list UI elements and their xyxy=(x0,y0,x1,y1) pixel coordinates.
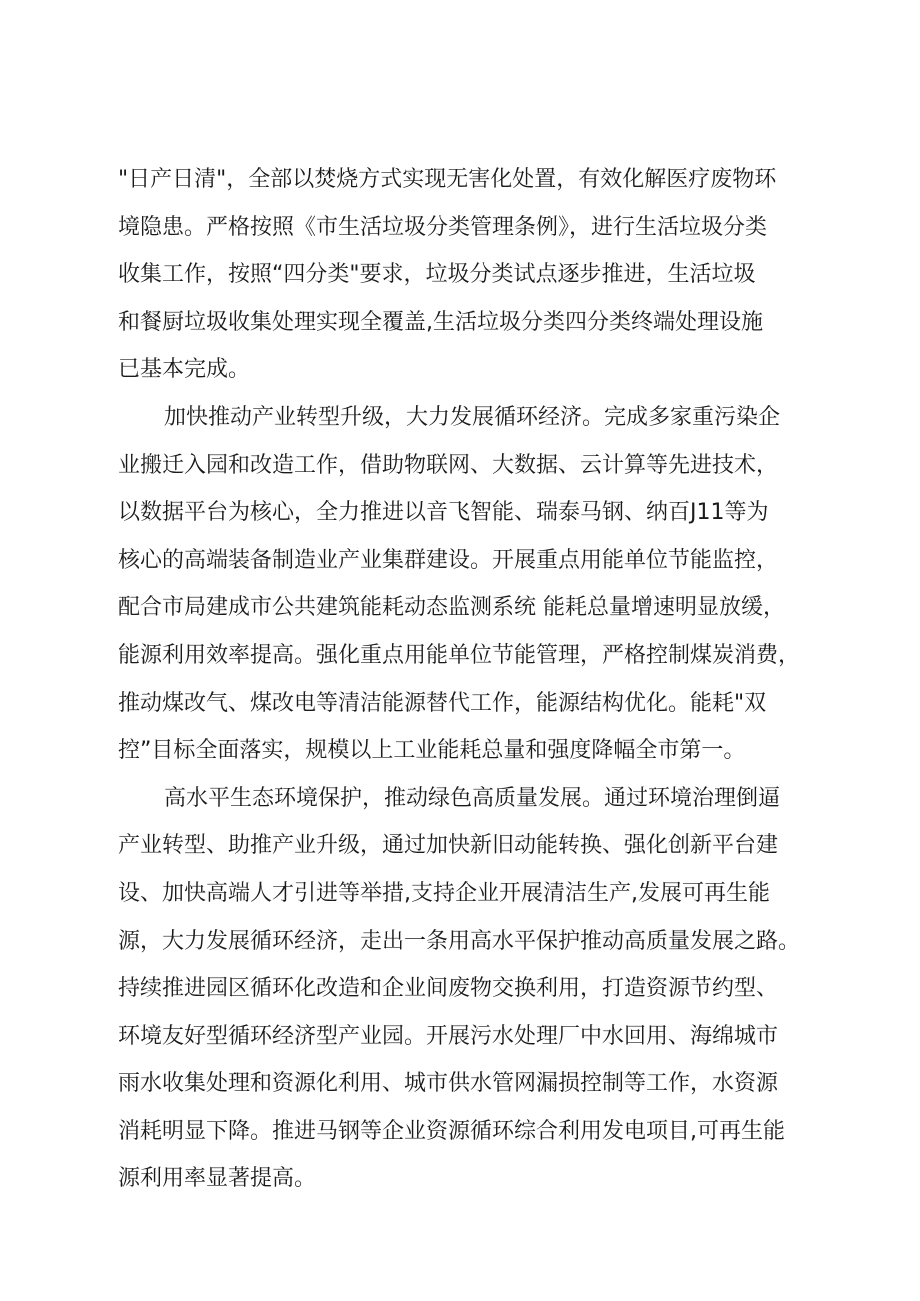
text-line: 推动煤改气、煤改电等清洁能源替代工作，能源结构优化。能耗"双 xyxy=(118,690,767,716)
text-line: 以数据平台为核心，全力推进以音飞智能、瑞泰马钢、纳百J11等为 xyxy=(118,500,769,526)
text-line: 业搬迁入园和改造工作，借助物联网、大数据、云计算等先进技术， xyxy=(118,452,779,478)
text-line: 核心的高端装备制造业产业集群建设。开展重点用能单位节能监控， xyxy=(118,547,779,573)
paragraph-start-line: 加快推动产业转型升级，大力发展循环经济。完成多家重污染企 xyxy=(164,404,781,430)
text-line: 雨水收集处理和资源化利用、城市供水管网漏损控制等工作，水资源 xyxy=(118,1071,779,1097)
text-line: 持续推进园区循环化改造和企业间废物交换利用，打造资源节约型、 xyxy=(118,976,779,1002)
text-line: 境隐患。严格按照《市生活垃圾分类管理条例》，进行生活垃圾分类 xyxy=(118,214,768,240)
text-line: 设、加快高端人才引进等举措,支持企业开展清洁生产,发展可再生能 xyxy=(118,880,770,906)
text-line: 能源利用效率提高。强化重点用能单位节能管理，严格控制煤炭消费， xyxy=(118,642,801,668)
document-body xyxy=(118,156,808,1203)
text-line: 源，大力发展循环经济，走出一条用高水平保护推动高质量发展之路。 xyxy=(118,928,801,954)
text-line: 消耗明显下降。推进马钢等企业资源循环综合利用发电项目,可再生能 xyxy=(118,1118,785,1144)
text-line: 已基本完成。 xyxy=(118,357,251,383)
text-line: 收集工作，按照“四分类"要求，垃圾分类试点逐步推进，生活垃圾 xyxy=(118,262,756,288)
paragraph-start-line: 高水平生态环境保护，推动绿色高质量发展。通过环境治理倒逼 xyxy=(164,785,781,811)
text-line: 环境友好型循环经济型产业园。开展污水处理厂中水回用、海绵城市 xyxy=(118,1023,779,1049)
text-line: 源利用率显著提高。 xyxy=(118,1166,317,1192)
text-line: 产业转型、助推产业升级，通过加快新旧动能转换、强化创新平台建 xyxy=(118,833,779,859)
text-line: 配合市局建成市公共建筑能耗动态监测系统 能耗总量增速明显放缓， xyxy=(118,595,785,621)
text-line: 和餐厨垃圾收集处理实现全覆盖,生活垃圾分类四分类终端处理设施 xyxy=(118,309,763,335)
text-line: "日产日清"，全部以焚烧方式实现无害化处置，有效化解医疗废物环 xyxy=(118,167,777,192)
text-line: 控”目标全面落实，规模以上工业能耗总量和强度降幅全市第一。 xyxy=(118,738,746,764)
